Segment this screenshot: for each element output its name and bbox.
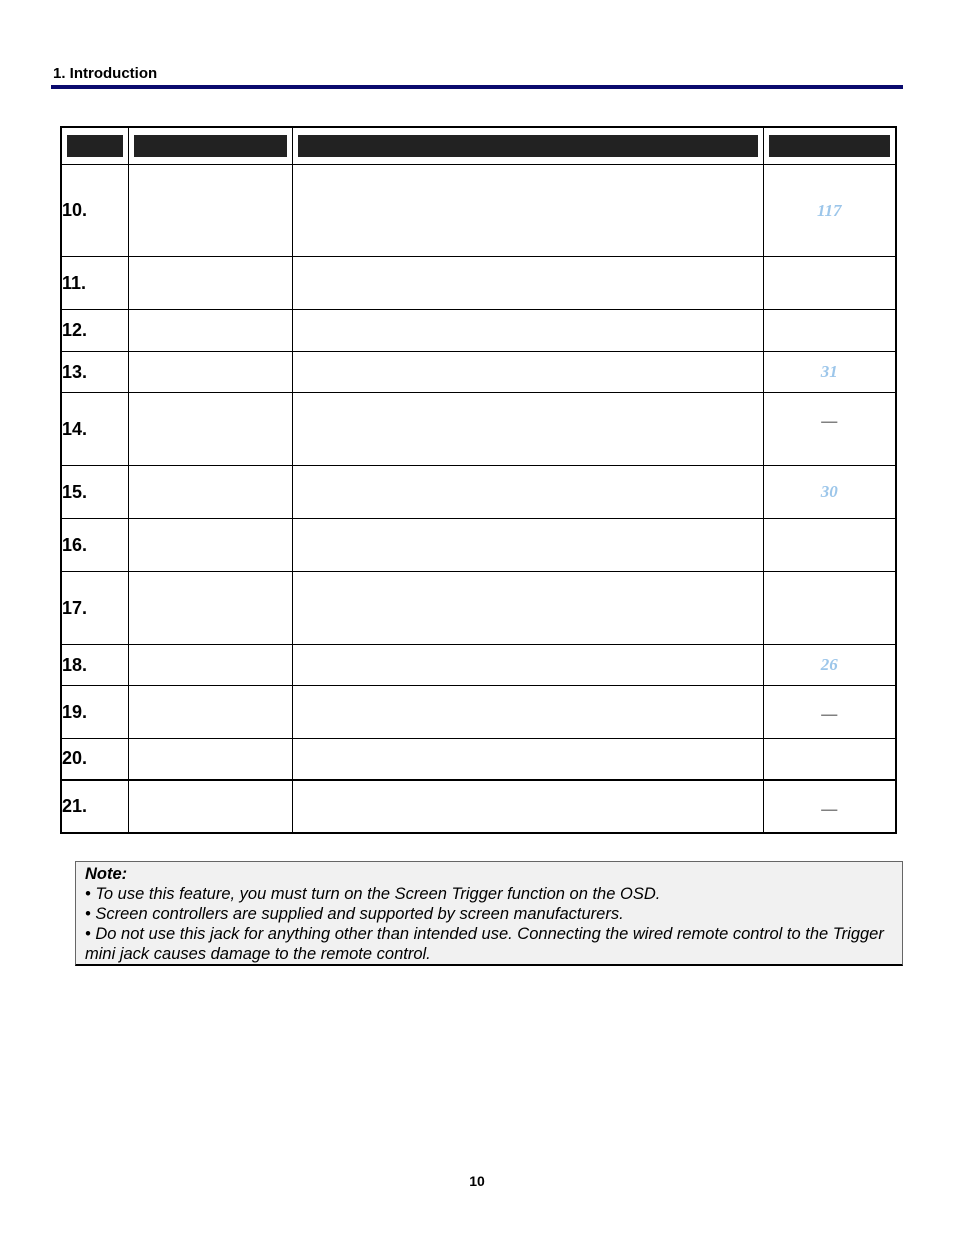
row-item xyxy=(128,165,292,257)
row-description xyxy=(292,257,763,310)
row-description xyxy=(292,393,763,466)
header-cell-description xyxy=(292,127,763,165)
page-number: 10 xyxy=(469,1173,485,1189)
table-row xyxy=(61,519,896,572)
row-number: 13. xyxy=(61,352,128,393)
row-item xyxy=(128,686,292,739)
page-ref xyxy=(763,739,896,780)
row-description xyxy=(292,686,763,739)
row-item xyxy=(128,466,292,519)
table-row xyxy=(61,780,896,833)
row-item xyxy=(128,780,292,833)
connector-table xyxy=(60,126,897,834)
row-item xyxy=(128,572,292,645)
table-row xyxy=(61,257,896,310)
row-number: 10. xyxy=(61,165,128,257)
row-description xyxy=(292,572,763,645)
table-row xyxy=(61,572,896,645)
page-link[interactable]: 30 xyxy=(763,466,896,519)
table-row xyxy=(61,165,896,257)
note-line: • Screen controllers are supplied and supported by screen manufacturers. xyxy=(85,905,624,923)
row-number: 19. xyxy=(61,686,128,739)
row-number: 18. xyxy=(61,645,128,686)
row-item xyxy=(128,393,292,466)
table-row xyxy=(61,645,896,686)
row-description xyxy=(292,466,763,519)
row-number: 17. xyxy=(61,572,128,645)
table-row xyxy=(61,352,896,393)
row-item xyxy=(128,645,292,686)
row-description xyxy=(292,645,763,686)
table-header-row xyxy=(61,127,896,165)
page-ref: — xyxy=(763,393,896,466)
note-box xyxy=(75,861,903,966)
table-row xyxy=(61,466,896,519)
row-item xyxy=(128,739,292,780)
row-description xyxy=(292,165,763,257)
row-number: 21. xyxy=(61,780,128,833)
row-item xyxy=(128,519,292,572)
page-ref xyxy=(763,519,896,572)
page-ref xyxy=(763,572,896,645)
row-item xyxy=(128,352,292,393)
row-description xyxy=(292,352,763,393)
row-description xyxy=(292,739,763,780)
note-line: • Do not use this jack for anything other than intended use. Connecting the wired remote control to the Trigger mini jack causes damage to the remote control. xyxy=(85,925,884,963)
row-item xyxy=(128,310,292,352)
page-ref: — xyxy=(763,686,896,739)
page-ref xyxy=(763,257,896,310)
page-link[interactable]: 26 xyxy=(763,645,896,686)
row-number: 20. xyxy=(61,739,128,780)
title-rule xyxy=(51,85,903,89)
note-line: • To use this feature, you must turn on the Screen Trigger function on the OSD. xyxy=(85,885,661,903)
row-description xyxy=(292,519,763,572)
row-item xyxy=(128,257,292,310)
header-cell-see-page xyxy=(763,127,896,165)
table-row xyxy=(61,310,896,352)
page-link[interactable]: 117 xyxy=(763,165,896,257)
note-title: Note: xyxy=(85,865,128,883)
row-number: 14. xyxy=(61,393,128,466)
header-cell-item xyxy=(128,127,292,165)
page-ref xyxy=(763,310,896,352)
table-row xyxy=(61,739,896,780)
row-number: 12. xyxy=(61,310,128,352)
row-description xyxy=(292,780,763,833)
row-number: 11. xyxy=(61,257,128,310)
page-ref: — xyxy=(763,780,896,833)
table-row xyxy=(61,393,896,466)
section-title: 1. Introduction xyxy=(53,65,158,82)
page-link[interactable]: 31 xyxy=(763,352,896,393)
row-description xyxy=(292,310,763,352)
row-number: 16. xyxy=(61,519,128,572)
table-row xyxy=(61,686,896,739)
row-number: 15. xyxy=(61,466,128,519)
header-cell-number xyxy=(61,127,128,165)
